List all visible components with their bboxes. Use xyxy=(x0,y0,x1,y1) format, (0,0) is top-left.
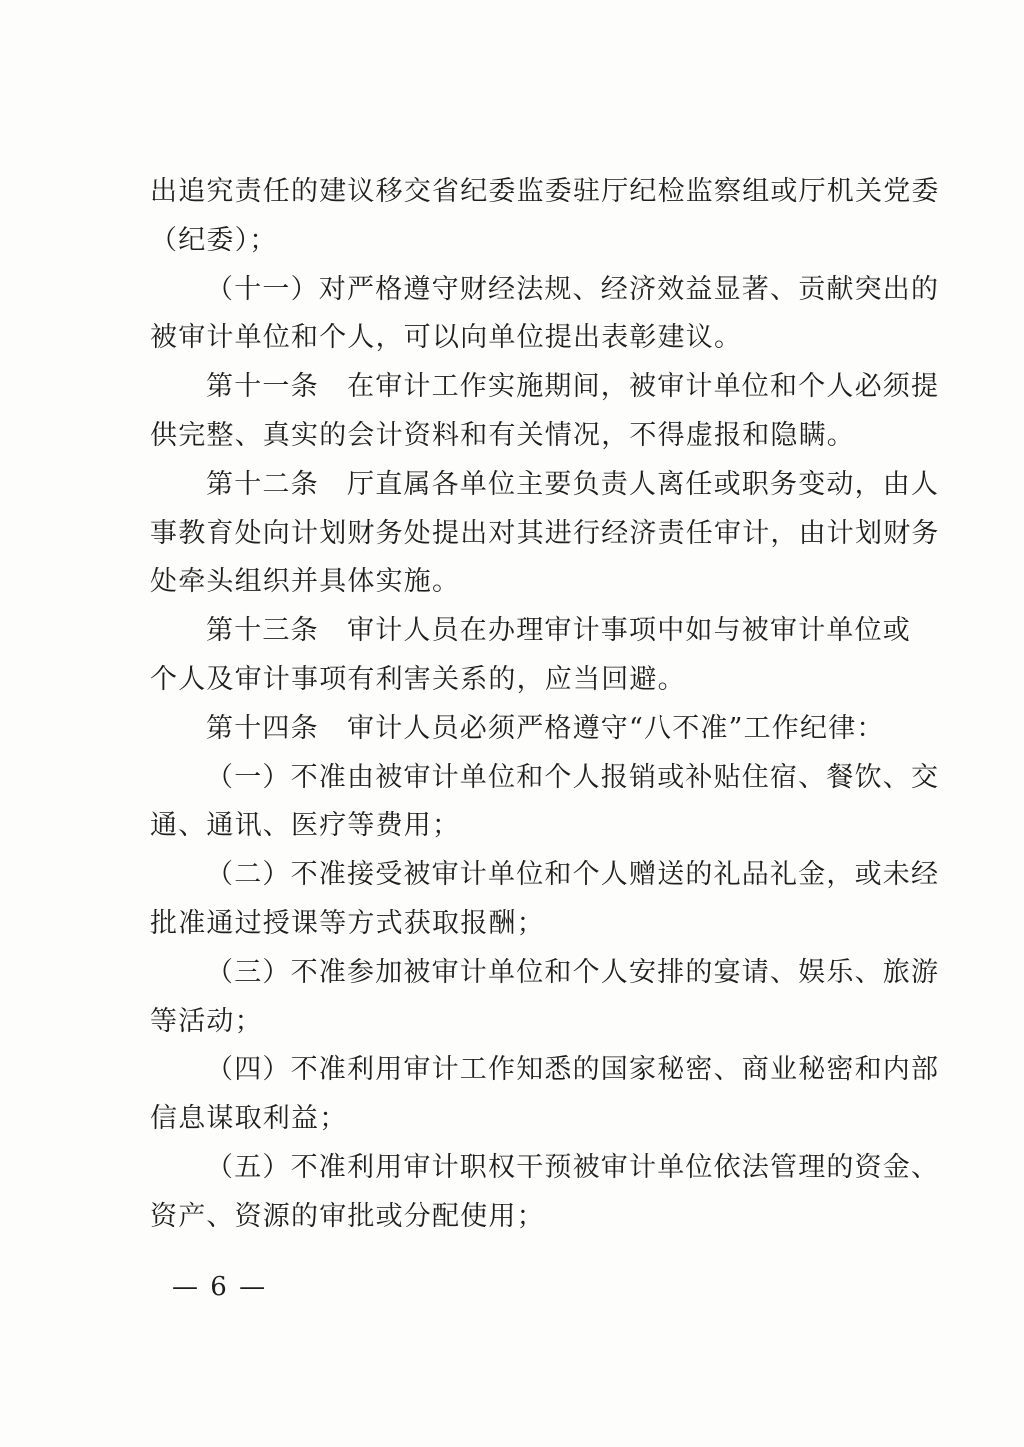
text-line: 个人及审计事项有利害关系的，应当回避。 xyxy=(150,663,686,695)
text-line: 事教育处向计划财务处提出对其进行经济责任审计，由计划财务 xyxy=(150,517,940,549)
text-line: 供完整、真实的会计资料和有关情况，不得虚报和隐瞒。 xyxy=(150,419,855,451)
text-line: （一）不准由被审计单位和个人报销或补贴住宿、餐饮、交 xyxy=(206,761,940,793)
text-line: 第十二条 厅直属各单位主要负责人离任或职务变动，由人 xyxy=(206,468,940,500)
text-line: 第十三条 审计人员在办理审计事项中如与被审计单位或 xyxy=(206,615,911,647)
text-line: 通、通讯、医疗等费用； xyxy=(150,810,461,842)
text-line: 出追究责任的建议移交省纪委监委驻厅纪检监察组或厅机关党委 xyxy=(150,176,940,207)
text-line: （四）不准利用审计工作知悉的国家秘密、商业秘密和内部 xyxy=(206,1054,940,1086)
text-line: （三）不准参加被审计单位和个人安排的宴请、娱乐、旅游 xyxy=(206,956,940,988)
text-line: 第十四条 审计人员必须严格遵守“八不准”工作纪律： xyxy=(206,712,885,744)
text-line: （纪委）； xyxy=(150,224,278,256)
text-line: 资产、资源的审批或分配使用； xyxy=(150,1200,545,1232)
page-number: — 6 — xyxy=(172,1272,268,1302)
text-line: （二）不准接受被审计单位和个人赠送的礼品礼金，或未经 xyxy=(206,859,940,891)
text-line: 处牵头组织并具体实施。 xyxy=(150,566,461,598)
text-line: 批准通过授课等方式获取报酬； xyxy=(150,907,545,939)
text-line: 信息谋取利益； xyxy=(150,1103,348,1135)
text-line: 第十一条 在审计工作实施期间，被审计单位和个人必须提 xyxy=(206,371,940,403)
text-line: 等活动； xyxy=(150,1005,263,1037)
text-line: 被审计单位和个人，可以向单位提出表彰建议。 xyxy=(150,322,743,354)
text-line: （五）不准利用审计职权干预被审计单位依法管理的资金、 xyxy=(206,1151,940,1183)
text-line: （十一）对严格遵守财经法规、经济效益显著、贡献突出的 xyxy=(206,273,940,305)
body-text xyxy=(150,168,940,1242)
